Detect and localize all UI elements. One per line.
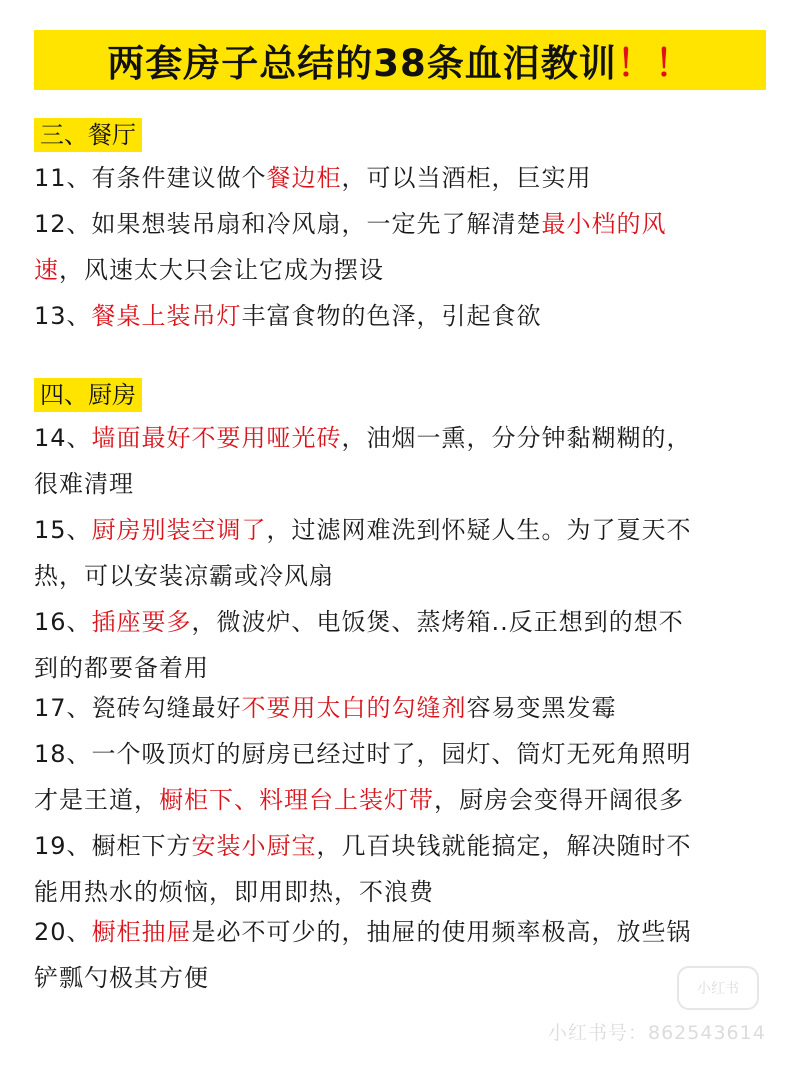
list-item bbox=[34, 731, 774, 823]
list-item-line bbox=[34, 777, 774, 823]
list-item-line bbox=[34, 201, 774, 247]
item-text: ，可以当酒柜，巨实用 bbox=[341, 164, 592, 192]
list-item bbox=[34, 507, 774, 599]
item-number: 16、 bbox=[34, 608, 92, 636]
item-number: 19、 bbox=[34, 832, 92, 860]
highlighted-text: 墙面最好不要用哑光砖 bbox=[91, 424, 342, 452]
highlighted-text: 安装小厨宝 bbox=[191, 832, 317, 860]
list-item-line bbox=[34, 293, 774, 339]
list-item-line bbox=[34, 507, 774, 553]
item-text: ，厨房会变得开阔很多 bbox=[434, 786, 684, 814]
list-item bbox=[34, 599, 774, 691]
section-heading: 三、餐厅 bbox=[34, 118, 142, 152]
list-item bbox=[34, 201, 774, 293]
list-item bbox=[34, 685, 774, 731]
highlighted-text: 餐桌上装吊灯 bbox=[91, 302, 242, 330]
item-number: 12、 bbox=[34, 210, 92, 238]
list-item bbox=[34, 155, 774, 201]
highlighted-text: 插座要多 bbox=[91, 608, 192, 636]
item-number: 13、 bbox=[34, 302, 92, 330]
list-item-line bbox=[34, 247, 774, 293]
item-text: 如果想装吊扇和冷风扇，一定先了解清楚 bbox=[91, 210, 542, 238]
account-id-watermark: 小红书号：862543614 bbox=[548, 1022, 766, 1044]
title-exclamation: ！！ bbox=[616, 42, 693, 85]
list-item-line bbox=[34, 823, 774, 869]
item-text: 才是王道， bbox=[34, 786, 159, 814]
item-text: 有条件建议做个 bbox=[91, 164, 267, 192]
item-text: 能用热水的烦恼，即用即热，不浪费 bbox=[34, 878, 434, 906]
item-text: 是必不可少的，抽屉的使用频率极高，放些锅 bbox=[191, 918, 692, 946]
list-item-line bbox=[34, 909, 774, 955]
xiaohongshu-logo-watermark: 小红书 bbox=[677, 966, 759, 1010]
highlighted-text: 不要用太白的勾缝剂 bbox=[241, 694, 467, 722]
highlighted-text: 厨房别装空调了 bbox=[91, 516, 267, 544]
list-item bbox=[34, 415, 774, 507]
item-text: ，过滤网难洗到怀疑人生。为了夏天不 bbox=[266, 516, 692, 544]
item-text: 铲瓢勺极其方便 bbox=[34, 964, 209, 992]
highlighted-text: 餐边柜 bbox=[266, 164, 342, 192]
item-text: ，风速太大只会让它成为摆设 bbox=[59, 256, 384, 284]
highlighted-text: 橱柜下、料理台上装灯带 bbox=[159, 786, 434, 814]
highlighted-text: 最小档的风 bbox=[541, 210, 667, 238]
item-text: 丰富食物的色泽，引起食欲 bbox=[241, 302, 542, 330]
page-title: 两套房子总结的38条血泪教训 bbox=[107, 42, 617, 85]
item-text: 很难清理 bbox=[34, 470, 134, 498]
list-item bbox=[34, 293, 774, 339]
highlighted-text: 速 bbox=[34, 256, 59, 284]
list-item-line bbox=[34, 553, 774, 599]
item-number: 11、 bbox=[34, 164, 92, 192]
list-item-line bbox=[34, 461, 774, 507]
item-text: 橱柜下方 bbox=[91, 832, 192, 860]
page-title-banner bbox=[34, 30, 766, 90]
item-text: 一个吸顶灯的厨房已经过时了，园灯、筒灯无死角照明 bbox=[91, 740, 692, 768]
item-number: 14、 bbox=[34, 424, 92, 452]
list-item-line bbox=[34, 731, 774, 777]
list-item-line bbox=[34, 415, 774, 461]
list-item bbox=[34, 909, 774, 1001]
item-number: 20、 bbox=[34, 918, 92, 946]
list-item-line bbox=[34, 599, 774, 645]
item-text: ，油烟一熏，分分钟黏糊糊的， bbox=[341, 424, 692, 452]
item-text: ，微波炉、电饭煲、蒸烤箱..反正想到的想不 bbox=[191, 608, 684, 636]
item-number: 15、 bbox=[34, 516, 92, 544]
list-item-line bbox=[34, 685, 774, 731]
highlighted-text: 橱柜抽屉 bbox=[91, 918, 192, 946]
item-text: 到的都要备着用 bbox=[34, 654, 209, 682]
item-number: 18、 bbox=[34, 740, 92, 768]
list-item-line bbox=[34, 155, 774, 201]
item-number: 17、 bbox=[34, 694, 92, 722]
item-text: 热，可以安装凉霸或冷风扇 bbox=[34, 562, 334, 590]
list-item-line bbox=[34, 955, 774, 1001]
item-text: 容易变黑发霉 bbox=[466, 694, 617, 722]
list-item bbox=[34, 823, 774, 915]
item-text: ，几百块钱就能搞定，解决随时不 bbox=[316, 832, 692, 860]
item-text: 瓷砖勾缝最好 bbox=[91, 694, 242, 722]
section-heading: 四、厨房 bbox=[34, 378, 142, 412]
